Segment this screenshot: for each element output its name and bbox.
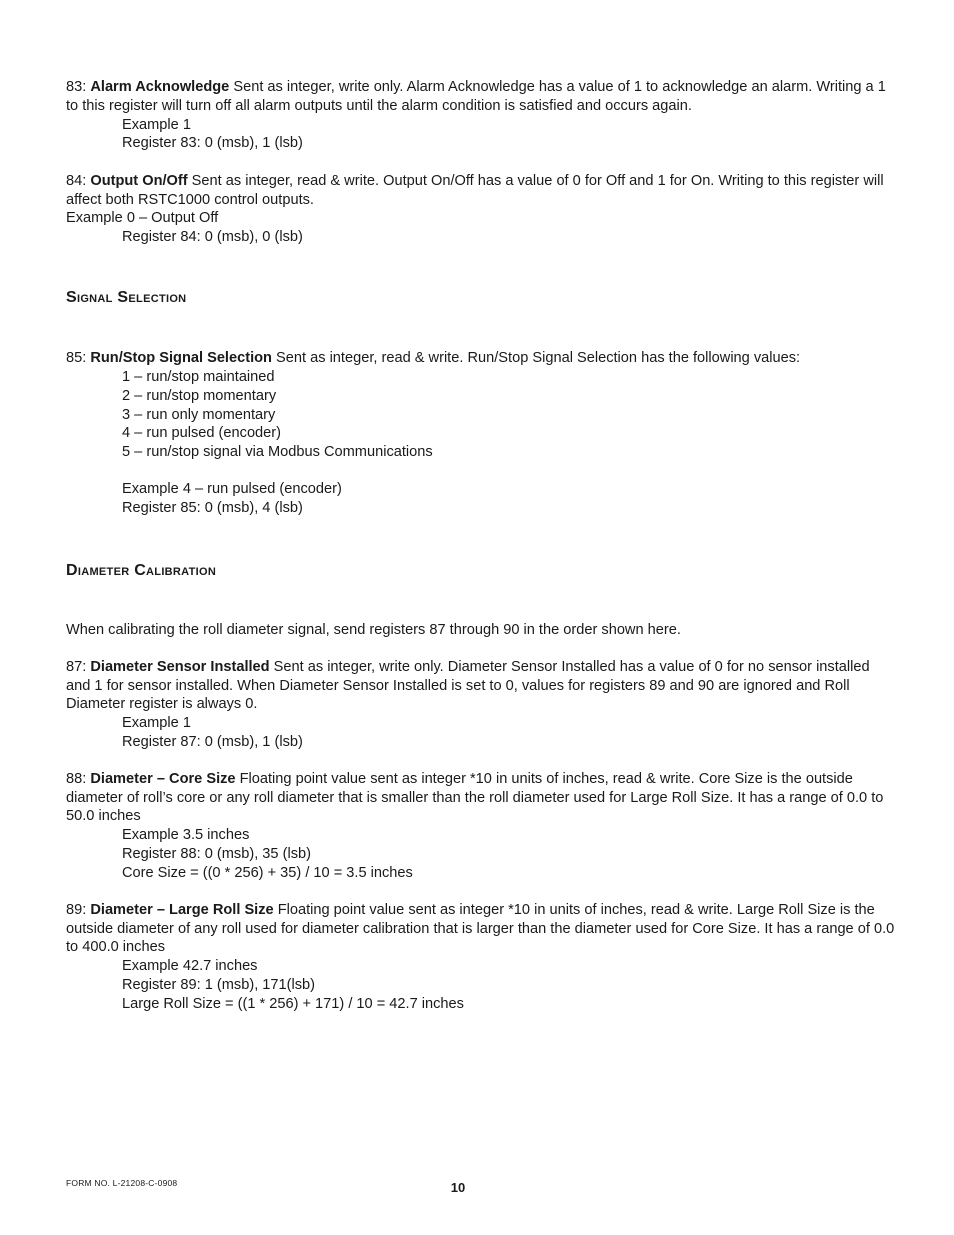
register-89-example-formula: Large Roll Size = ((1 * 256) + 171) / 10 = 42.7 inches <box>122 996 464 1012</box>
register-84-example: Example 0 – Output Off <box>66 210 219 226</box>
register-84-description <box>66 172 896 209</box>
register-88-example-formula: Core Size = ((0 * 256) + 35) / 10 = 3.5 inches <box>122 865 413 881</box>
register-name: Diameter – Large Roll Size <box>90 902 274 918</box>
footer-form-number: FORM NO. L-21208-C-0908 <box>66 1178 178 1188</box>
register-name: Diameter Sensor Installed <box>90 659 270 675</box>
register-text: Sent as integer, write only. Diameter Sensor Installed has a value of 0 for no sensor installed and 1 for sensor installed. When Diameter Sensor Installed is set to 0, values for registers 89 and 90 are ignored and Roll Diameter register is always 0. <box>66 659 870 713</box>
register-text: Sent as integer, read & write. Output On/Off has a value of 0 for Off and 1 for On. Writing to this register will affect both RSTC1000 control outputs. <box>66 173 884 208</box>
register-text: Floating point value sent as integer *10 in units of inches, read & write. Core Size is the outside diameter of roll’s core or any roll diameter that is smaller than the roll diameter used for Large Roll Size. It has a range of 0.0 to 50.0 inches <box>66 771 884 825</box>
register-number: 85: <box>66 350 91 366</box>
register-89-description <box>66 901 896 957</box>
register-name: Alarm Acknowledge <box>90 79 230 95</box>
register-number: 84: <box>66 173 91 189</box>
register-text: Sent as integer, write only. Alarm Acknowledge has a value of 1 to acknowledge an alarm. Writing a 1 to this register will turn off all alarm outputs until the alarm condition is satisfied and occurs again. <box>66 79 886 114</box>
register-87-example: Example 1 <box>122 715 191 731</box>
register-83-example: Example 1 <box>122 117 191 133</box>
register-85-description <box>66 349 896 368</box>
register-83-example-value: Register 83: 0 (msb), 1 (lsb) <box>122 135 303 151</box>
register-85-value-4: 4 – run pulsed (encoder) <box>122 425 282 441</box>
register-84-example-value: Register 84: 0 (msb), 0 (lsb) <box>122 229 303 245</box>
register-85-value-5: 5 – run/stop signal via Modbus Communications <box>122 444 433 460</box>
register-85-example: Example 4 – run pulsed (encoder) <box>122 481 342 497</box>
register-89-example-value: Register 89: 1 (msb), 171(lsb) <box>122 977 316 993</box>
register-name: Output On/Off <box>90 173 188 189</box>
register-85-value-3: 3 – run only momentary <box>122 407 276 423</box>
register-name: Diameter – Core Size <box>90 771 236 787</box>
register-85-value-2: 2 – run/stop momentary <box>122 388 277 404</box>
register-88-description <box>66 770 896 826</box>
register-text: Floating point value sent as integer *10 in units of inches, read & write. Large Roll Size is the outside diameter of any roll used for diameter calibration that is larger than the diameter used for Core Size. It has a range of 0.0 to 400.0 inches <box>66 902 895 956</box>
section-heading-signal-selection: Signal Selection <box>66 289 187 306</box>
register-88-example-value: Register 88: 0 (msb), 35 (lsb) <box>122 846 311 862</box>
page-number: 10 <box>450 1180 466 1195</box>
register-number: 83: <box>66 79 91 95</box>
register-number: 87: <box>66 659 91 675</box>
register-number: 88: <box>66 771 91 787</box>
register-83-description <box>66 78 896 115</box>
register-name: Run/Stop Signal Selection <box>90 350 272 366</box>
register-87-example-value: Register 87: 0 (msb), 1 (lsb) <box>122 734 303 750</box>
register-85-example-value: Register 85: 0 (msb), 4 (lsb) <box>122 500 303 516</box>
register-89-example: Example 42.7 inches <box>122 958 258 974</box>
section-heading-diameter-calibration: Diameter Calibration <box>66 562 217 579</box>
register-87-description <box>66 658 896 714</box>
register-88-example: Example 3.5 inches <box>122 827 250 843</box>
diameter-intro: When calibrating the roll diameter signal, send registers 87 through 90 in the order shown here. <box>66 622 681 638</box>
register-number: 89: <box>66 902 91 918</box>
register-text: Sent as integer, read & write. Run/Stop Signal Selection has the following values: <box>271 350 801 366</box>
register-85-value-1: 1 – run/stop maintained <box>122 369 275 385</box>
